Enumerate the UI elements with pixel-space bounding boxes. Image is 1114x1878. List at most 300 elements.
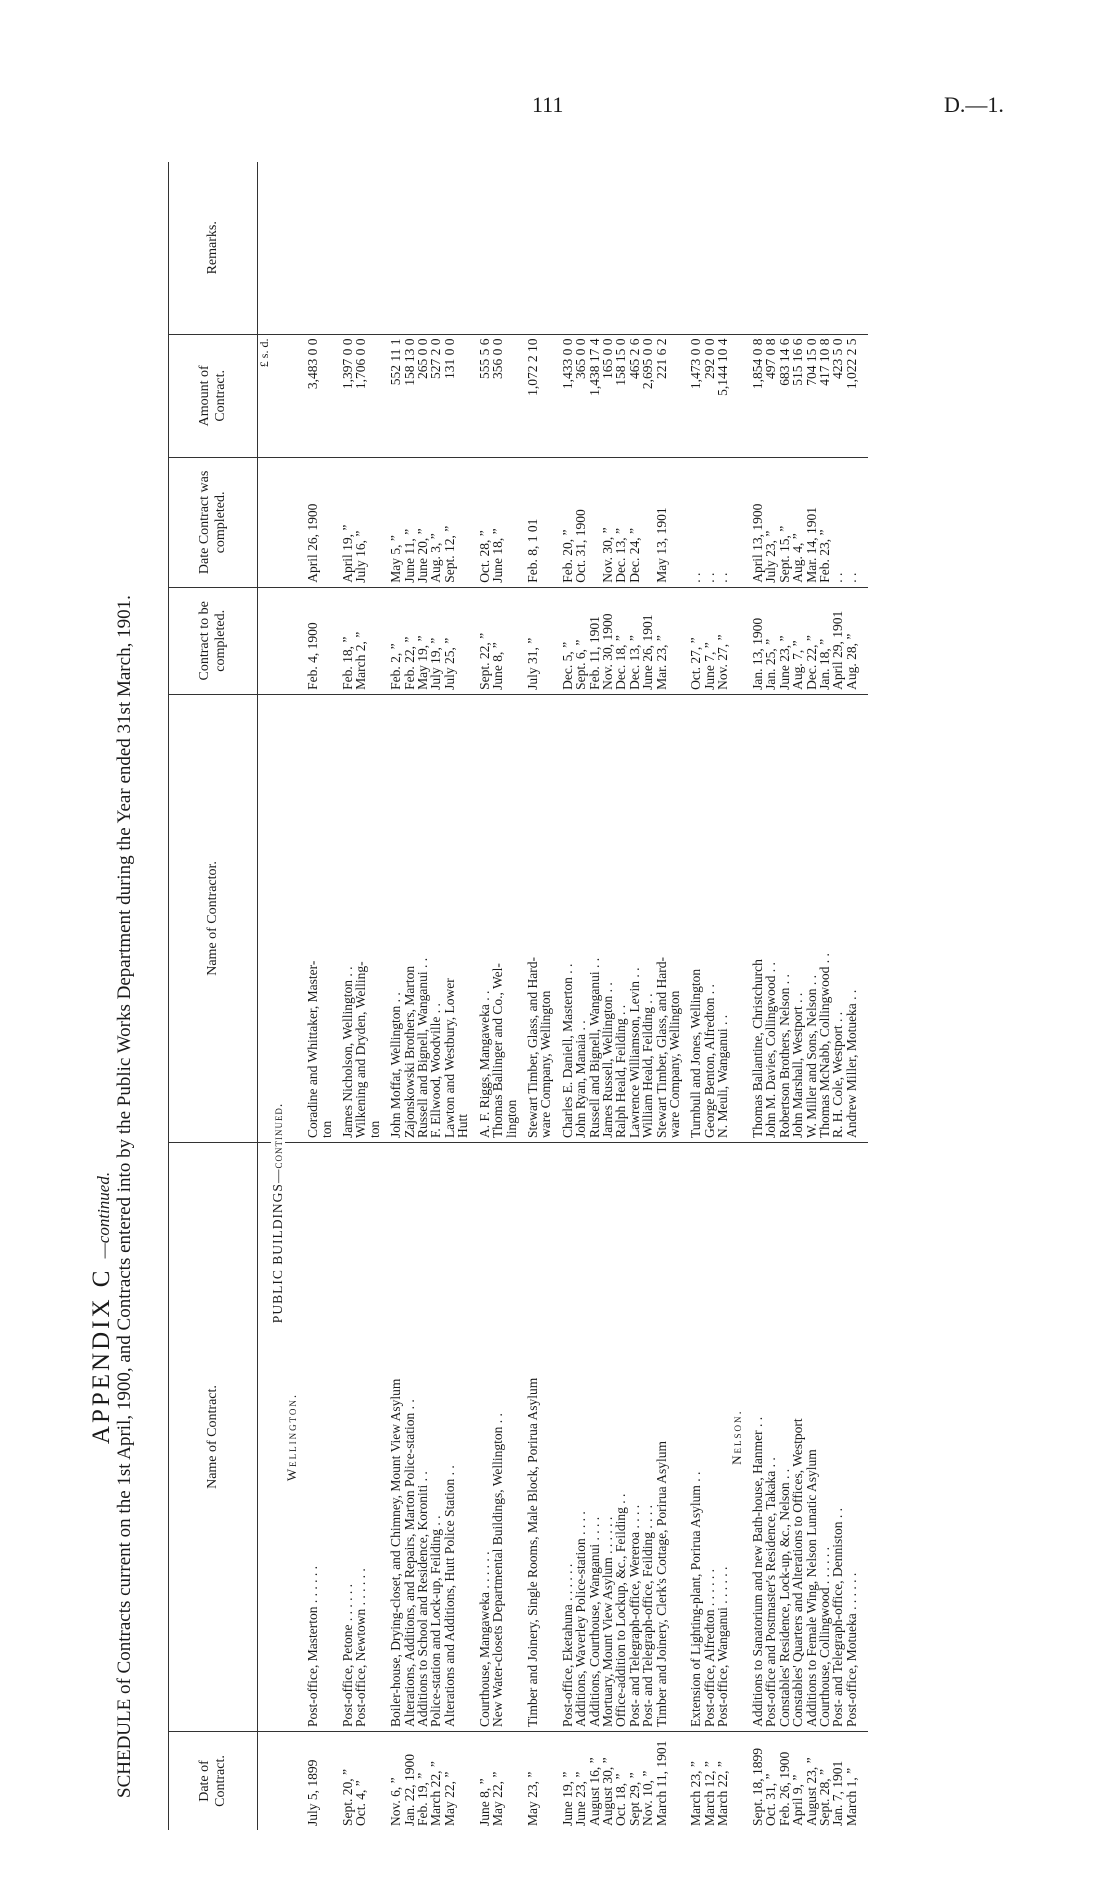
cell-remarks — [561, 162, 574, 334]
cell-name-of-contract: Post-office, Petone . . . . . . — [341, 1143, 354, 1732]
table-row — [389, 162, 402, 1830]
cell-contractor: ware Company, Wellington — [539, 694, 552, 1142]
cell-contractor: Hutt — [456, 694, 469, 1142]
table-row — [601, 162, 614, 1830]
cell-amount: 1,397 0 0 — [341, 334, 354, 458]
cell-amount: 131 0 0 — [443, 334, 456, 458]
cell-to-be-completed: Nov. 30, 1900 — [601, 587, 614, 694]
amount-units: £ s. d. — [258, 334, 272, 458]
table-row — [429, 162, 442, 1830]
cell-date: March 22, ” — [428, 1761, 444, 1826]
cell-amount: 555 5 6 — [478, 334, 491, 458]
table-row — [341, 162, 354, 1830]
cell-amount: 515 16 6 — [791, 334, 804, 458]
cell-contractor: Stewart Timber, Glass, and Hard- — [526, 694, 539, 1142]
cell-date-completed — [320, 458, 333, 588]
cell-amount: 165 0 0 — [601, 334, 614, 458]
cell-to-be-completed: Aug. 7, ” — [791, 587, 804, 694]
cell-remarks — [456, 162, 469, 334]
cell-name-of-contract: Timber and Joinery, Clerk's Cottage, Porirua Asylum — [655, 1143, 668, 1732]
cell-name-of-contract: Timber and Joinery, Single Rooms, Male Block, Porirua Asylum — [526, 1143, 539, 1732]
header-amount: Amount of Contract. — [169, 334, 258, 458]
cell-contractor: ware Company, Wellington — [668, 694, 681, 1142]
cell-contractor: N. Meuli, Wanganui . . — [716, 694, 729, 1142]
cell-date-completed: . . — [845, 458, 858, 588]
cell-date: Nov. 10, ” — [640, 1770, 656, 1826]
cell-date: June 8, ” — [476, 1778, 492, 1826]
section-heading: Wellington. — [285, 1143, 298, 1732]
cell-date-completed: May 13, 1901 — [655, 458, 668, 588]
cell-contractor: Robertson Brothers, Nelson . . — [778, 694, 791, 1142]
table-row — [443, 162, 456, 1830]
cell-contractor: A. F. Riggs, Mangaweka . . — [478, 694, 491, 1142]
table-row — [416, 162, 429, 1830]
table-row — [403, 162, 416, 1830]
cell-remarks — [601, 162, 614, 334]
cell-contractor: W. Miller and Sons, Nelson . . — [805, 694, 818, 1142]
cell-date-completed: April 19, ” — [341, 458, 354, 588]
cell-to-be-completed — [368, 587, 381, 694]
cell-contractor: John Ryan, Manaia . . — [574, 694, 587, 1142]
cell-remarks — [703, 162, 716, 334]
cell-name-of-contract: Courthouse, Mangaweka . . . . . . — [478, 1143, 491, 1732]
cell-contractor: lington — [505, 694, 518, 1142]
cell-date: April 9, ” — [790, 1774, 806, 1826]
cell-to-be-completed: June 8, ” — [491, 587, 504, 694]
cell-remarks — [341, 162, 354, 334]
header-to-be-completed: Contract to be completed. — [169, 587, 258, 694]
cell-date: Jan. 7, 1901 — [830, 1760, 846, 1826]
cell-date-completed: Oct. 31, 1900 — [574, 458, 587, 588]
cell-amount: 497 0 8 — [764, 334, 777, 458]
cell-amount: 1,854 0 8 — [751, 334, 764, 458]
table-row — [716, 162, 729, 1830]
cell-amount: 552 11 1 — [389, 334, 402, 458]
cell-date: Nov. 6, ” — [388, 1777, 404, 1826]
cell-remarks — [526, 162, 539, 334]
rotated-schedule — [0, 78, 1114, 1878]
cell-to-be-completed — [320, 587, 333, 694]
cell-name-of-contract: Post- and Telegraph-office, Denniston . . — [831, 1143, 844, 1732]
cell-remarks — [429, 162, 442, 334]
cell-date: March 12, ” — [701, 1761, 717, 1826]
cell-contractor: Charles E. Daniell, Masterton . . — [561, 694, 574, 1142]
cell-amount — [539, 334, 552, 458]
cell-contractor: James Nicholson, Wellington . . — [341, 694, 354, 1142]
cell-remarks — [416, 162, 429, 334]
cell-date-completed: June 18, ” — [491, 458, 504, 588]
cell-remarks — [751, 162, 764, 334]
units-row — [258, 162, 272, 1830]
cell-remarks — [791, 162, 804, 334]
cell-amount: 3,483 0 0 — [306, 334, 319, 458]
cell-contractor: Turnbull and Jones, Wellington — [689, 694, 702, 1142]
cell-remarks — [845, 162, 858, 334]
cell-date: Sept. 20, ” — [340, 1769, 356, 1826]
cell-remarks — [778, 162, 791, 334]
table-row — [689, 162, 702, 1830]
cell-amount: 265 0 0 — [416, 334, 429, 458]
cell-contractor: R. H. Cole, Westport . . — [831, 694, 844, 1142]
cell-name-of-contract: New Water-closets Departmental Buildings, Wellington . . — [491, 1143, 504, 1732]
cell-date-completed — [456, 458, 469, 588]
cell-remarks — [805, 162, 818, 334]
cell-date-completed — [505, 458, 518, 588]
cell-remarks — [655, 162, 668, 334]
cell-date: Feb. 19, ” — [415, 1772, 431, 1826]
cell-date-completed: Feb. 8, 1 01 — [526, 458, 539, 588]
cell-date: August 30, ” — [599, 1757, 615, 1826]
cell-name-of-contract: Post-office, Eketahuna . . . . . . — [561, 1143, 574, 1732]
cell-to-be-completed: Feb. 18, ” — [341, 587, 354, 694]
cell-to-be-completed: July 19, ” — [429, 587, 442, 694]
cell-name-of-contract: Post-office, Masterton . . . . . . — [306, 1143, 319, 1732]
cell-name-of-contract: Courthouse, Collingwood . . . . . . — [818, 1143, 831, 1732]
cell-to-be-completed: Dec. 22, ” — [805, 587, 818, 694]
cell-date: Sept. 18, 1899 — [750, 1747, 765, 1826]
cell-remarks — [614, 162, 627, 334]
table-row — [368, 162, 381, 1830]
cell-contractor: ton — [320, 694, 333, 1142]
cell-date-completed: Oct. 28, ” — [478, 458, 491, 588]
cell-name-of-contract: Additions to Sanatorium and new Bath-house, Hanmer . . — [751, 1143, 764, 1732]
cell-name-of-contract — [368, 1143, 381, 1732]
cell-amount: 704 15 0 — [805, 334, 818, 458]
cell-to-be-completed: Feb. 22, ” — [403, 587, 416, 694]
cell-to-be-completed: July 31, ” — [526, 587, 539, 694]
cell-date: August 16, ” — [586, 1757, 602, 1826]
cell-date-completed — [588, 458, 601, 588]
cell-to-be-completed: April 29, 1901 — [831, 587, 844, 694]
cell-contractor: Russell and Bignell, Wanganui . . — [416, 694, 429, 1142]
cell-contractor: Lawton and Westbury, Lower — [443, 694, 456, 1142]
table-row — [539, 162, 552, 1830]
header-contractor: Name of Contractor. — [169, 694, 258, 1142]
cell-to-be-completed: May 19, ” — [416, 587, 429, 694]
cell-contractor: ton — [368, 694, 381, 1142]
cell-name-of-contract: Police-station and Lock-up, Feilding . . — [429, 1143, 442, 1732]
cell-remarks — [306, 162, 319, 334]
table-row — [505, 162, 518, 1830]
cell-date-completed: Feb. 20, ” — [561, 458, 574, 588]
cell-contractor: Lawrence Williamson, Levin . . — [628, 694, 641, 1142]
cell-name-of-contract: Alterations, Additions, and Repairs, Marton Police-station . . — [403, 1143, 416, 1732]
cell-date-completed: Aug. 3, ” — [429, 458, 442, 588]
cell-amount — [320, 334, 333, 458]
cell-amount: 1,072 2 10 — [526, 334, 539, 458]
cell-name-of-contract: Additions to School and Residence, Koroniti . . — [416, 1143, 429, 1732]
cell-to-be-completed: June 7, ” — [703, 587, 716, 694]
table-row — [491, 162, 504, 1830]
cell-amount: 1,473 0 0 — [689, 334, 702, 458]
cell-date: June 19, ” — [559, 1771, 575, 1826]
cell-contractor: James Russell, Wellington . . — [601, 694, 614, 1142]
cell-contractor: John M. Davies, Collingwood . . — [764, 694, 777, 1142]
cell-remarks — [764, 162, 777, 334]
cell-date: Oct. 31, ” — [763, 1773, 779, 1826]
cell-remarks — [389, 162, 402, 334]
cell-amount — [456, 334, 469, 458]
cell-name-of-contract: Post-office, Newtown . . . . . . — [354, 1143, 367, 1732]
cell-date-completed: July 23, ” — [764, 458, 777, 588]
cell-to-be-completed: Sept. 22, ” — [478, 587, 491, 694]
cell-date — [539, 1732, 552, 1831]
cell-to-be-completed: Nov. 27, ” — [716, 587, 729, 694]
cell-remarks — [491, 162, 504, 334]
cell-date-completed: June 11, ” — [403, 458, 416, 588]
cell-date-completed — [368, 458, 381, 588]
cell-contractor: George Benton, Alfredton . . — [703, 694, 716, 1142]
cell-name-of-contract: Additions, Courthouse, Wanganui . . . . — [588, 1143, 601, 1732]
cell-amount: 158 13 0 — [403, 334, 416, 458]
cell-remarks — [689, 162, 702, 334]
cell-name-of-contract: Post-office and Postmaster's Residence, Takaka . . — [764, 1143, 777, 1732]
cell-to-be-completed: Feb. 4, 1900 — [306, 587, 319, 694]
cell-amount — [368, 334, 381, 458]
document-reference: D.—1. — [944, 92, 1004, 117]
cell-date — [368, 1732, 381, 1831]
cell-amount: 1,022 2 5 — [845, 334, 858, 458]
cell-date — [456, 1732, 469, 1831]
cell-to-be-completed: Feb. 11, 1901 — [588, 587, 601, 694]
cell-to-be-completed: June 23, ” — [778, 587, 791, 694]
cell-contractor: Thomas McNabb, Collingwood . . — [818, 694, 831, 1142]
cell-date-completed: June 20, ” — [416, 458, 429, 588]
cell-amount: 683 14 6 — [778, 334, 791, 458]
cell-date-completed: April 26, 1900 — [306, 458, 319, 588]
cell-name-of-contract: Constables' Quarters and Alterations to Offices, Westport — [791, 1143, 804, 1732]
table-row — [614, 162, 627, 1830]
header-remarks: Remarks. — [169, 162, 258, 334]
cell-name-of-contract: Boiler-house, Drying-closet, and Chimney, Mount View Asylum — [389, 1143, 402, 1732]
cell-contractor: Wilkening and Dryden, Welling- — [354, 694, 367, 1142]
cell-to-be-completed: Dec. 18, ” — [614, 587, 627, 694]
table-row — [320, 162, 333, 1830]
cell-name-of-contract: Post-office, Alfredton . . . . . . — [703, 1143, 716, 1732]
cell-to-be-completed: Jan. 13, 1900 — [751, 587, 764, 694]
cell-amount: 527 2 0 — [429, 334, 442, 458]
cell-date: May 23, ” — [524, 1771, 540, 1826]
cell-date: March 22, ” — [715, 1761, 731, 1826]
cell-date: March 23, ” — [688, 1761, 704, 1826]
cell-date: Oct. 18, ” — [613, 1773, 629, 1826]
table-row — [478, 162, 491, 1830]
cell-remarks — [505, 162, 518, 334]
cell-contractor: William Heald, Feilding . . — [641, 694, 654, 1142]
cell-date-completed — [539, 458, 552, 588]
cell-remarks — [716, 162, 729, 334]
main-section-title: PUBLIC BUILDINGS—continued. — [271, 694, 284, 1731]
table-body — [258, 162, 869, 1830]
cell-amount: 221 6 2 — [655, 334, 668, 458]
cell-contractor: Coradine and Whittaker, Master- — [306, 694, 319, 1142]
cell-name-of-contract — [505, 1143, 518, 1732]
table-row — [831, 162, 844, 1830]
cell-remarks — [443, 162, 456, 334]
table-row — [628, 162, 641, 1830]
cell-date: August 23, ” — [803, 1757, 819, 1826]
cell-remarks — [574, 162, 587, 334]
cell-to-be-completed — [505, 587, 518, 694]
cell-name-of-contract: Alterations and Additions, Hutt Police Station . . — [443, 1143, 456, 1732]
header-date: Date of Contract. — [169, 1732, 258, 1831]
cell-contractor: John Marshall, Westport . . — [791, 694, 804, 1142]
table-row — [526, 162, 539, 1830]
cell-contractor: Ralph Heald, Feilding . . — [614, 694, 627, 1142]
cell-remarks — [831, 162, 844, 334]
table-row — [668, 162, 681, 1830]
cell-amount: 1,433 0 0 — [561, 334, 574, 458]
cell-remarks — [818, 162, 831, 334]
cell-remarks — [354, 162, 367, 334]
cell-remarks — [628, 162, 641, 334]
cell-to-be-completed: July 25, ” — [443, 587, 456, 694]
cell-amount: 356 0 0 — [491, 334, 504, 458]
cell-name-of-contract — [539, 1143, 552, 1732]
cell-date-completed: Feb. 23, ” — [818, 458, 831, 588]
cell-name-of-contract: Additions, Waverley Police-station . . . . — [574, 1143, 587, 1732]
cell-date-completed: April 13, 1900 — [751, 458, 764, 588]
cell-date-completed — [641, 458, 654, 588]
cell-contractor: Andrew Miller, Motueka . . — [845, 694, 858, 1142]
cell-amount: 292 0 0 — [703, 334, 716, 458]
cell-date: May 22, ” — [441, 1771, 457, 1826]
page-number: 111 — [532, 92, 564, 117]
cell-date-completed: . . — [716, 458, 729, 588]
cell-to-be-completed: Dec. 13, ” — [628, 587, 641, 694]
cell-amount — [668, 334, 681, 458]
cell-to-be-completed: March 2, ” — [354, 587, 367, 694]
cell-date-completed: . . — [831, 458, 844, 588]
cell-name-of-contract: Post- and Telegraph-office, Wererоa . . . . — [628, 1143, 641, 1732]
table-row — [641, 162, 654, 1830]
cell-date — [320, 1732, 333, 1831]
cell-name-of-contract: Office-addition to Lockup, &c., Feilding . . — [614, 1143, 627, 1732]
cell-remarks — [478, 162, 491, 334]
cell-date: Sept 29, ” — [626, 1772, 642, 1826]
cell-date — [668, 1732, 681, 1831]
cell-contractor: Russell and Bignell, Wanganui . . — [588, 694, 601, 1142]
cell-amount: 2,695 0 0 — [641, 334, 654, 458]
cell-to-be-completed: Aug. 28, ” — [845, 587, 858, 694]
cell-date-completed: Dec. 13, ” — [614, 458, 627, 588]
cell-date: May 22, ” — [490, 1771, 506, 1826]
section-heading-row — [285, 162, 298, 1830]
cell-amount: 423 5 0 — [831, 334, 844, 458]
cell-date — [505, 1732, 518, 1831]
cell-name-of-contract: Post-office, Wanganui . . . . . . — [716, 1143, 729, 1732]
cell-date-completed: Mar. 14, 1901 — [805, 458, 818, 588]
cell-remarks — [368, 162, 381, 334]
table-row — [588, 162, 601, 1830]
table-row — [354, 162, 367, 1830]
cell-date-completed: Sept. 12, ” — [443, 458, 456, 588]
table-row — [561, 162, 574, 1830]
contracts-table — [168, 162, 868, 1830]
cell-amount: 465 2 6 — [628, 334, 641, 458]
table-row — [703, 162, 716, 1830]
cell-date-completed: Sept. 15, ” — [778, 458, 791, 588]
table-row — [818, 162, 831, 1830]
cell-to-be-completed: Oct. 27, ” — [689, 587, 702, 694]
table-row — [845, 162, 858, 1830]
cell-name-of-contract — [320, 1143, 333, 1732]
cell-to-be-completed: Jan. 25, ” — [764, 587, 777, 694]
cell-name-of-contract: Additions to Female Wing, Nelson Lunatic Asylum — [805, 1143, 818, 1732]
cell-contractor: Thomas Ballantine, Christchurch — [751, 694, 764, 1142]
cell-remarks — [539, 162, 552, 334]
schedule-title: SCHEDULE of Contracts current on the 1st April, 1900, and Contracts entered into by the Public Works Department during the Year ended 31st March, 1901. — [114, 595, 135, 1798]
filler-row — [858, 162, 868, 1830]
cell-amount: 365 0 0 — [574, 334, 587, 458]
cell-date-completed: . . — [689, 458, 702, 588]
cell-date: Sept. 28, ” — [817, 1769, 833, 1826]
cell-date-completed: July 16, ” — [354, 458, 367, 588]
cell-name-of-contract: Extension of Lighting-plant, Porirua Asylum . . — [689, 1143, 702, 1732]
cell-to-be-completed: Dec. 5, ” — [561, 587, 574, 694]
table-row — [306, 162, 319, 1830]
cell-date: March 1, ” — [843, 1767, 859, 1826]
cell-name-of-contract: Mortuary, Mount View Asylum . . . . . . — [601, 1143, 614, 1732]
cell-to-be-completed — [456, 587, 469, 694]
cell-remarks — [668, 162, 681, 334]
cell-contractor: F. Ellwood, Woodville . . — [429, 694, 442, 1142]
cell-amount: 1,706 0 0 — [354, 334, 367, 458]
cell-amount: 158 15 0 — [614, 334, 627, 458]
cell-date: June 23, ” — [573, 1771, 589, 1826]
cell-to-be-completed: Feb. 2, ” — [389, 587, 402, 694]
cell-to-be-completed — [668, 587, 681, 694]
cell-name-of-contract: Post- and Telegraph-office, Feilding . . . . — [641, 1143, 654, 1732]
table-row — [574, 162, 587, 1830]
cell-date-completed: . . — [703, 458, 716, 588]
header-name-of-contract: Name of Contract. — [169, 1143, 258, 1732]
table-row — [805, 162, 818, 1830]
table-row — [791, 162, 804, 1830]
cell-to-be-completed: Sept. 6, ” — [574, 587, 587, 694]
cell-name-of-contract — [668, 1143, 681, 1732]
cell-amount: 1,438 17 4 — [588, 334, 601, 458]
cell-date-completed — [668, 458, 681, 588]
cell-date: Oct. 4, ” — [353, 1780, 369, 1826]
section-heading-row — [730, 162, 743, 1830]
cell-date-completed: Dec. 24, ” — [628, 458, 641, 588]
cell-date-completed: Aug. 4, ” — [791, 458, 804, 588]
cell-date: July 5, 1899 — [305, 1759, 321, 1826]
cell-contractor: Zajonskowski Brothers, Marton — [403, 694, 416, 1142]
cell-name-of-contract: Constables' Residence, Lock-up, &c., Nelson . . — [778, 1143, 791, 1732]
cell-date: Jan. 22, 1900 — [401, 1754, 417, 1826]
header-date-completed: Date Contract was completed. — [169, 458, 258, 588]
cell-date-completed: May 5, ” — [389, 458, 402, 588]
cell-remarks — [588, 162, 601, 334]
section-heading: Nelson. — [730, 1143, 743, 1732]
table-row — [456, 162, 469, 1830]
table-header-row — [169, 162, 258, 1830]
cell-amount: 5,144 10 4 — [716, 334, 729, 458]
cell-date-completed: Nov. 30, ” — [601, 458, 614, 588]
table-row — [751, 162, 764, 1830]
table-row — [778, 162, 791, 1830]
cell-contractor: Thomas Ballinger and Co., Wel- — [491, 694, 504, 1142]
table-row — [655, 162, 668, 1830]
cell-to-be-completed: Mar. 23, ” — [655, 587, 668, 694]
cell-remarks — [403, 162, 416, 334]
main-section-row — [271, 162, 284, 1830]
cell-name-of-contract: Post-office, Motueka . . . . . . — [845, 1143, 858, 1732]
cell-to-be-completed — [539, 587, 552, 694]
cell-date: Feb. 26, 1900 — [776, 1751, 792, 1826]
